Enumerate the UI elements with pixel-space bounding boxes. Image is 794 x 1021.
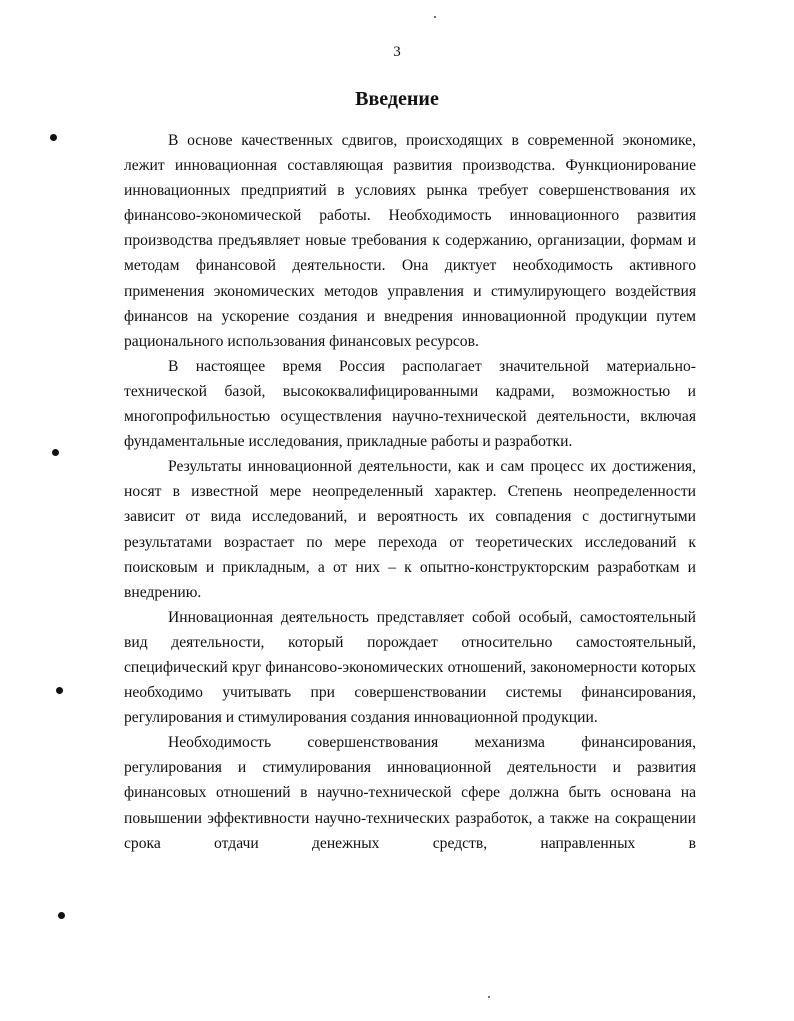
binding-hole-mark-1 [50, 134, 57, 141]
binding-hole-mark-4 [58, 912, 65, 919]
page-title: Введение [355, 88, 439, 110]
paragraph-1: В основе качественных сдвигов, происходящих в современной экономике, лежит инновационная составляющая развития производства. Функционирование инновационных предприятий в условиях рынка требует совершенствования их финансово-экономической работы. Необходимость инновационного развития производства предъявляет новые требования к содержанию, организации, формам и методам финансовой деятельности. Она диктует необходимость активного применения экономических методов управления и стимулирующего воздействия финансов на ускорение создания и внедрения инновационной продукции путем рационального использования финансовых ресурсов. [124, 132, 696, 350]
document-body [124, 128, 696, 856]
binding-hole-mark-3 [56, 687, 63, 694]
paragraph-5: Необходимость совершенствования механизма финансирования, регулирования и стимулирования инновационной деятельности и развития финансовых отношений в научно-технической сфере должна быть основана на повышении эффективности научно-технических разработок, а также на сокращении срока отдачи денежных средств, направленных в [124, 734, 696, 852]
paragraph-2: В настоящее время Россия располагает значительной материально-технической базой, высококвалифицированными кадрами, возможностью и многопрофильностью осуществления научно-технической деятельности, включая фундаментальные исследования, прикладные работы и разработки. [124, 357, 696, 451]
scan-speck-2 [488, 996, 490, 998]
paragraph-4: Инновационная деятельность представляет собой особый, самостоятельный вид деятельности, который порождает относительно самостоятельный, специфический круг финансово-экономических отношений, закономерности которых необходимо учитывать при совершенствовании системы финансирования, регулирования и стимулирования создания инновационной продукции. [124, 608, 696, 727]
page-number: 3 [393, 44, 401, 60]
scan-speck-1 [434, 16, 436, 18]
binding-hole-mark-2 [52, 449, 59, 456]
paragraph-3: Результаты инновационной деятельности, как и сам процесс их достижения, носят в известной мере неопределенный характер. Степень неопределенности зависит от вида исследований, и вероятность их совпадения с достигнутыми результатами возрастает по мере перехода от теоретических исследований к поисковым и прикладным, а от них – к опытно-конструкторским разработкам и внедрению. [124, 458, 696, 601]
